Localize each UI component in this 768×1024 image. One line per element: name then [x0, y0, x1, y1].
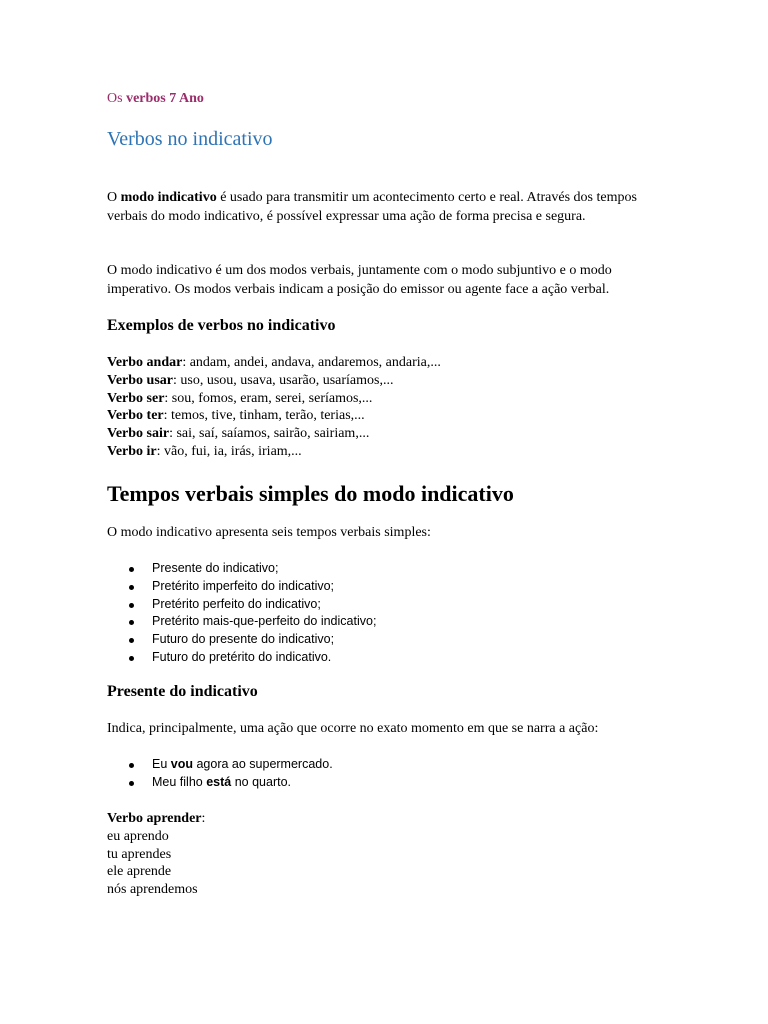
example-line [107, 354, 441, 372]
example-forms: : uso, usou, usava, usarão, usaríamos,... [173, 372, 394, 388]
intro-p1-bold: modo indicativo [120, 190, 217, 205]
presente-intro: Indica, principalmente, uma ação que ocorre no exato momento em que se narra a ação: [107, 721, 599, 736]
list-item-text: Pretérito imperfeito do indicativo; [152, 578, 335, 593]
example-verb: Verbo ter [107, 408, 164, 424]
list-item [127, 560, 376, 578]
bullet-icon [129, 567, 134, 572]
example-forms: : sou, fomos, eram, serei, seríamos,... [164, 390, 373, 406]
bullet-icon [129, 620, 134, 625]
example-line [107, 443, 441, 461]
example-text: Meu filho [152, 774, 207, 789]
list-item-text: Pretérito perfeito do indicativo; [152, 596, 321, 611]
example-line [107, 425, 441, 443]
bullet-icon [129, 585, 134, 590]
conjugation-line: eu aprendo [107, 828, 169, 844]
bullet-icon [129, 763, 134, 768]
example-verb: Verbo sair [107, 426, 170, 442]
presente-heading: Presente do indicativo [107, 683, 258, 700]
example-bold: está [206, 774, 232, 789]
list-item [127, 649, 376, 667]
intro-paragraph-1 [107, 189, 652, 226]
example-line [107, 390, 441, 408]
example-verb: Verbo ir [107, 443, 157, 459]
tempos-list [127, 560, 376, 667]
presente-examples [127, 756, 333, 792]
verb-colon: : [201, 811, 206, 826]
example-verb: Verbo ser [107, 390, 165, 406]
example-line [107, 407, 441, 425]
example-forms: : vão, fui, ia, irás, iriam,... [156, 443, 302, 459]
list-item [127, 756, 333, 774]
pre-title-prefix: Os [107, 91, 123, 106]
pre-title-bold: verbos 7 Ano [126, 91, 204, 106]
page-title: Verbos no indicativo [107, 128, 273, 150]
list-item [127, 631, 376, 649]
list-item [127, 596, 376, 614]
example-text: agora ao supermercado. [193, 757, 333, 771]
example-forms: : andam, andei, andava, andaremos, andaria,... [182, 355, 441, 370]
conjugation-line: tu aprendes [107, 846, 172, 862]
example-text: Eu [152, 757, 171, 771]
conjugation-line: ele aprende [107, 864, 172, 880]
conjugation-block [107, 810, 205, 899]
list-item [127, 578, 376, 596]
tempos-heading: Tempos verbais simples do modo indicativo [107, 481, 514, 506]
list-item-text: Futuro do pretérito do indicativo. [152, 649, 332, 664]
verb-label-line [107, 810, 205, 828]
example-forms: : sai, saí, saíamos, sairão, sairiam,... [169, 426, 370, 442]
list-item-text: Presente do indicativo; [152, 561, 279, 575]
list-item-text: Futuro do presente do indicativo; [152, 632, 335, 647]
examples-heading: Exemplos de verbos no indicativo [107, 317, 336, 334]
bullet-icon [129, 603, 134, 608]
example-line [107, 372, 441, 390]
intro-paragraph-2: O modo indicativo é um dos modos verbais, juntamente com o modo subjuntivo e o modo imperativo. Os modos verbais indicam a posição do emissor ou agente face a ação verbal. [107, 263, 612, 297]
list-item [127, 774, 333, 792]
pre-title [107, 91, 204, 107]
examples-list [107, 354, 441, 461]
example-verb: Verbo usar [107, 372, 173, 388]
tempos-intro: O modo indicativo apresenta seis tempos verbais simples: [107, 525, 431, 540]
example-verb: Verbo andar [107, 355, 183, 370]
bullet-icon [129, 656, 134, 661]
list-item-text: Pretérito mais-que-perfeito do indicativo; [152, 614, 377, 629]
example-text: no quarto. [231, 774, 291, 789]
intro-p1-pre: O [107, 190, 121, 205]
verb-label: Verbo aprender [107, 811, 202, 826]
example-forms: : temos, tive, tinham, terão, terias,... [163, 408, 365, 424]
conjugation-line: nós aprendemos [107, 882, 198, 898]
bullet-icon [129, 781, 134, 786]
example-bold: vou [170, 757, 193, 771]
bullet-icon [129, 638, 134, 643]
intro-p1-post: é usado para transmitir um acontecimento certo e real. Através dos tempos verbais do modo indicativo, é possível expressar uma ação de forma precisa e segura. [107, 190, 637, 224]
list-item [127, 613, 376, 631]
